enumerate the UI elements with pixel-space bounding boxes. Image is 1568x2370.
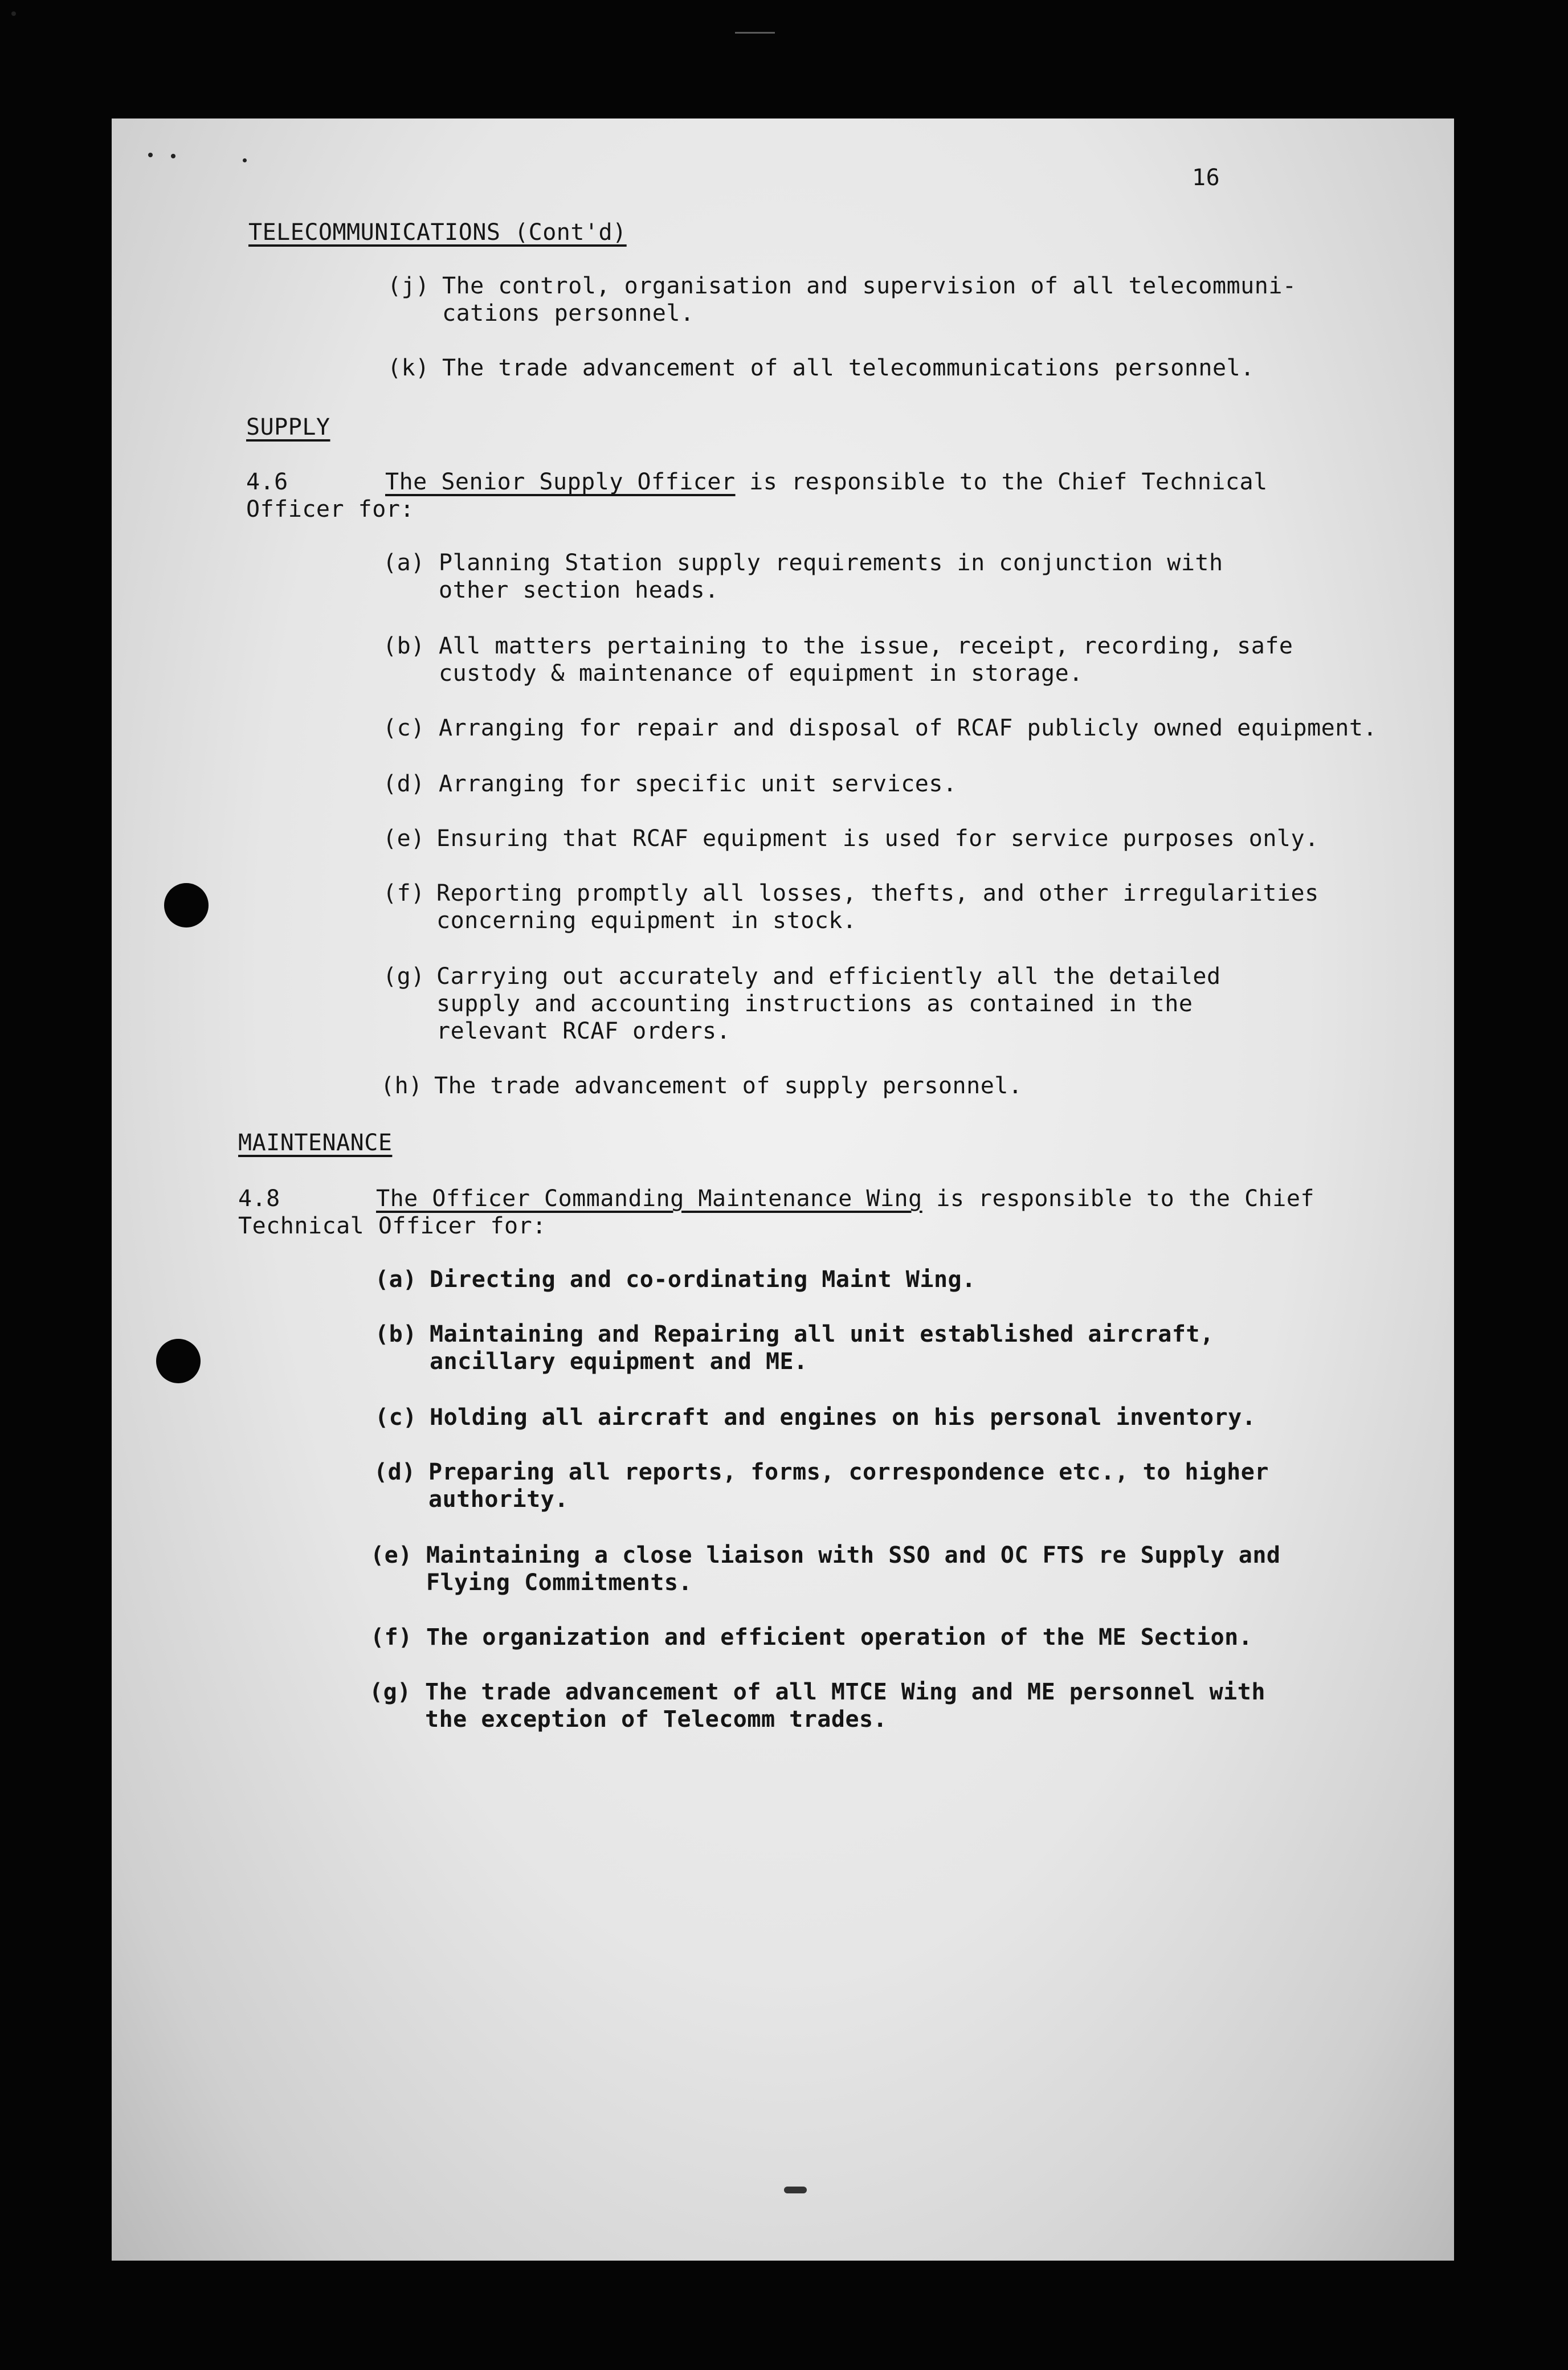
item-text: Ensuring that RCAF equipment is used for service purposes only. (436, 826, 1319, 852)
item-text: Arranging for repair and disposal of RCAF publicly owned equipment. (439, 715, 1377, 741)
paragraph-intro (385, 468, 1268, 496)
scan-speck (11, 11, 16, 16)
intro-text: is responsible to the Chief (922, 1186, 1314, 1212)
item-label: (j) (387, 273, 430, 299)
item-label: (k) (387, 355, 430, 381)
item-text: ancillary equipment and ME. (430, 1349, 808, 1375)
section-heading-maintenance: MAINTENANCE (238, 1130, 393, 1156)
item-text: Directing and co-ordinating Maint Wing. (430, 1266, 976, 1293)
punch-hole (156, 1339, 201, 1383)
item-text: The trade advancement of all telecommunications personnel. (442, 355, 1255, 381)
item-text: Maintaining a close liaison with SSO and OC FTS re Supply and (426, 1542, 1281, 1568)
item-text: The organization and efficient operation of the ME Section. (426, 1624, 1253, 1650)
item-text: other section heads. (439, 577, 719, 603)
page-number: 16 (1192, 165, 1220, 191)
item-label: (c) (375, 1404, 417, 1431)
item-label: (e) (383, 826, 425, 852)
item-text: concerning equipment in stock. (436, 908, 857, 934)
punch-hole (164, 883, 209, 927)
item-label: (b) (375, 1321, 417, 1347)
officer-title: The Senior Supply Officer (385, 469, 736, 495)
item-label: (g) (369, 1679, 411, 1705)
item-text: custody & maintenance of equipment in storage. (439, 660, 1083, 687)
item-text: Reporting promptly all losses, thefts, and other irregularities (436, 880, 1319, 906)
item-text: authority. (428, 1486, 569, 1513)
paragraph-intro-line2: Technical Officer for: (238, 1213, 546, 1239)
paragraph-intro-line2: Officer for: (246, 496, 414, 522)
scan-speck (171, 154, 175, 158)
scan-speck (148, 153, 153, 157)
officer-title: The Officer Commanding Maintenance Wing (376, 1186, 922, 1212)
item-text: Preparing all reports, forms, correspondence etc., to higher (428, 1459, 1269, 1485)
item-text: Arranging for specific unit services. (439, 771, 957, 797)
paragraph-intro (376, 1185, 1314, 1212)
scan-mark (784, 2187, 807, 2193)
intro-text: is responsible to the Chief Technical (735, 469, 1268, 495)
item-text: the exception of Telecomm trades. (425, 1706, 888, 1732)
item-label: (g) (383, 963, 425, 990)
item-text: The trade advancement of all MTCE Wing and ME personnel with (425, 1679, 1265, 1705)
paragraph-number: 4.6 (246, 469, 288, 495)
item-label: (f) (370, 1624, 413, 1650)
item-label: (d) (374, 1459, 416, 1485)
item-label: (c) (383, 715, 425, 741)
scan-speck (243, 158, 247, 162)
item-text: cations personnel. (442, 300, 695, 326)
item-label: (a) (383, 550, 425, 576)
document-page (112, 118, 1454, 2261)
item-label: (e) (370, 1542, 413, 1568)
item-label: (h) (381, 1073, 423, 1099)
item-label: (d) (383, 771, 425, 797)
item-text: supply and accounting instructions as contained in the (436, 991, 1193, 1017)
item-text: Carrying out accurately and efficiently all the detailed (436, 963, 1221, 990)
section-heading-supply: SUPPLY (246, 414, 330, 440)
item-label: (a) (375, 1266, 417, 1293)
item-text: The trade advancement of supply personnel. (434, 1073, 1023, 1099)
item-label: (f) (383, 880, 425, 906)
item-label: (b) (383, 633, 425, 659)
paragraph-number: 4.8 (238, 1186, 280, 1212)
section-heading-telecommunications: TELECOMMUNICATIONS (Cont'd) (248, 219, 627, 246)
item-text: relevant RCAF orders. (436, 1018, 731, 1044)
item-text: Planning Station supply requirements in conjunction with (439, 550, 1223, 576)
item-text: Flying Commitments. (426, 1570, 693, 1596)
item-text: Maintaining and Repairing all unit established aircraft, (430, 1321, 1214, 1347)
item-text: The control, organisation and supervision of all telecommuni- (442, 273, 1297, 299)
item-text: All matters pertaining to the issue, receipt, recording, safe (439, 633, 1293, 659)
scan-streak (735, 32, 775, 34)
item-text: Holding all aircraft and engines on his personal inventory. (430, 1404, 1256, 1431)
